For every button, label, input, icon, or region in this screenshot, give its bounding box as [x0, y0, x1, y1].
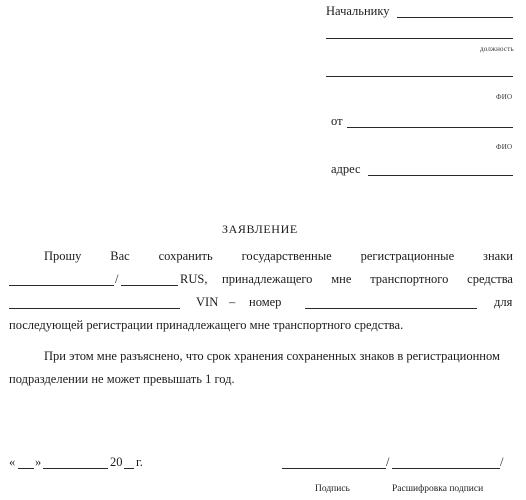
position-field[interactable]: [326, 38, 513, 39]
word: принадлежащего: [222, 272, 313, 286]
signature-slash-2: /: [500, 455, 504, 469]
word: сохранить: [158, 249, 213, 263]
word: Вас: [110, 249, 130, 263]
word: мне: [331, 272, 352, 286]
plate-number-field[interactable]: [9, 285, 114, 286]
fio-field-1[interactable]: [326, 76, 513, 77]
from-field[interactable]: [347, 127, 513, 128]
rus-label: RUS,: [180, 272, 208, 286]
word: знаки: [483, 249, 513, 263]
for-label: для: [494, 295, 513, 309]
vin-field[interactable]: [305, 308, 477, 309]
address-label: адрес: [331, 162, 361, 176]
word: транспортного: [370, 272, 449, 286]
address-field[interactable]: [368, 175, 513, 176]
position-caption: должность: [480, 45, 514, 53]
plate-region-field[interactable]: [121, 285, 178, 286]
para2-line-2: подразделении не может превышать 1 год.: [9, 372, 235, 386]
date-close-quote: »: [35, 455, 42, 469]
word: Прошу: [44, 249, 82, 263]
fio-caption-2: ФИО: [496, 143, 513, 151]
body-line-1: [44, 249, 513, 264]
decoding-caption: Расшифровка подписи: [392, 484, 484, 494]
body-line-4: последующей регистрации принадлежащего мне транспортного средства.: [9, 318, 404, 332]
word: государственные: [241, 249, 332, 263]
plate-slash: /: [115, 272, 119, 286]
to-label: Начальнику: [326, 4, 390, 18]
vin-dash: –: [229, 295, 236, 309]
from-label: от: [331, 114, 343, 128]
signature-field[interactable]: [282, 468, 386, 469]
para2-line-1: При этом мне разъяснено, что срок хранения сохраненных знаков в регистрационном: [44, 349, 500, 363]
signature-slash-1: /: [386, 455, 390, 469]
date-year-prefix: 20: [110, 455, 123, 469]
to-field[interactable]: [397, 17, 513, 18]
signature-decoding-field[interactable]: [392, 468, 500, 469]
fio-caption-1: ФИО: [496, 93, 513, 101]
signature-caption: Подпись: [315, 484, 350, 494]
date-open-quote: «: [9, 455, 16, 469]
date-month-field[interactable]: [43, 468, 108, 469]
vin-label: VIN: [196, 295, 219, 309]
date-day-field[interactable]: [18, 468, 34, 469]
body-line-2: [222, 272, 513, 287]
date-year-suffix: г.: [136, 455, 143, 469]
word: средства: [467, 272, 513, 286]
date-year-field[interactable]: [124, 468, 134, 469]
word: регистрационные: [360, 249, 455, 263]
document-title: ЗАЯВЛЕНИЕ: [222, 222, 298, 236]
number-label: номер: [249, 295, 282, 309]
vehicle-field[interactable]: [9, 308, 180, 309]
